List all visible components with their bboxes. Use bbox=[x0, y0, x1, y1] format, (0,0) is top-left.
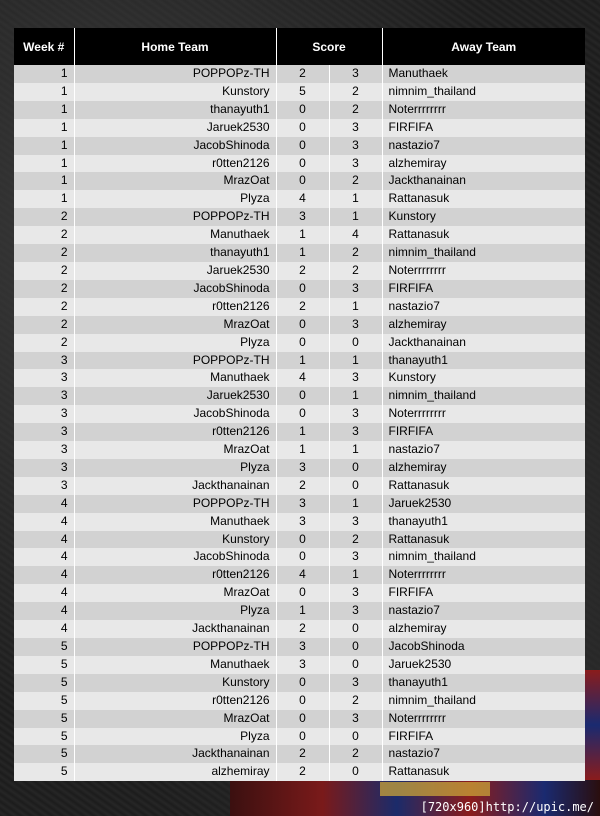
cell-home-score: 2 bbox=[276, 477, 329, 495]
table-body bbox=[14, 65, 585, 781]
cell-away-team: nimnim_thailand bbox=[382, 548, 585, 566]
cell-week: 1 bbox=[14, 190, 74, 208]
cell-away-score: 2 bbox=[329, 101, 382, 119]
cell-away-score: 3 bbox=[329, 65, 382, 83]
cell-away-score: 1 bbox=[329, 352, 382, 370]
cell-week: 2 bbox=[14, 316, 74, 334]
header-row bbox=[14, 28, 585, 65]
cell-away-team: nastazio7 bbox=[382, 298, 585, 316]
watermark: [720x960]http://upic.me/ bbox=[420, 800, 594, 814]
table-row bbox=[14, 101, 585, 119]
table-row bbox=[14, 208, 585, 226]
cell-home-team: Kunstory bbox=[74, 531, 276, 549]
cell-away-score: 3 bbox=[329, 584, 382, 602]
cell-away-score: 0 bbox=[329, 334, 382, 352]
table-row bbox=[14, 566, 585, 584]
cell-home-team: alzhemiray bbox=[74, 763, 276, 781]
cell-home-team: Plyza bbox=[74, 602, 276, 620]
cell-away-score: 3 bbox=[329, 280, 382, 298]
header-week: Week # bbox=[14, 28, 74, 65]
cell-home-score: 2 bbox=[276, 745, 329, 763]
cell-home-team: r0tten2126 bbox=[74, 298, 276, 316]
cell-away-team: Rattanasuk bbox=[382, 763, 585, 781]
cell-away-team: alzhemiray bbox=[382, 620, 585, 638]
cell-home-score: 2 bbox=[276, 620, 329, 638]
cell-week: 5 bbox=[14, 728, 74, 746]
cell-home-score: 0 bbox=[276, 334, 329, 352]
cell-away-team: thanayuth1 bbox=[382, 674, 585, 692]
cell-home-team: POPPOPz-TH bbox=[74, 352, 276, 370]
cell-home-score: 0 bbox=[276, 405, 329, 423]
table-row bbox=[14, 298, 585, 316]
cell-away-score: 0 bbox=[329, 728, 382, 746]
cell-away-score: 2 bbox=[329, 745, 382, 763]
table-row bbox=[14, 584, 585, 602]
cell-home-score: 1 bbox=[276, 352, 329, 370]
cell-home-team: Jaruek2530 bbox=[74, 119, 276, 137]
cell-week: 2 bbox=[14, 334, 74, 352]
cell-week: 4 bbox=[14, 584, 74, 602]
table-row bbox=[14, 763, 585, 781]
cell-away-team: thanayuth1 bbox=[382, 513, 585, 531]
cell-away-team: Rattanasuk bbox=[382, 190, 585, 208]
cell-home-score: 2 bbox=[276, 298, 329, 316]
cell-week: 2 bbox=[14, 208, 74, 226]
cell-home-score: 1 bbox=[276, 602, 329, 620]
table-row bbox=[14, 387, 585, 405]
cell-away-score: 2 bbox=[329, 692, 382, 710]
cell-week: 5 bbox=[14, 710, 74, 728]
cell-home-team: thanayuth1 bbox=[74, 101, 276, 119]
cell-away-team: alzhemiray bbox=[382, 155, 585, 173]
cell-week: 5 bbox=[14, 763, 74, 781]
cell-away-team: Noterrrrrrrr bbox=[382, 101, 585, 119]
cell-away-score: 3 bbox=[329, 155, 382, 173]
cell-home-team: r0tten2126 bbox=[74, 423, 276, 441]
cell-home-score: 3 bbox=[276, 513, 329, 531]
cell-home-score: 0 bbox=[276, 531, 329, 549]
cell-away-score: 3 bbox=[329, 369, 382, 387]
cell-away-score: 1 bbox=[329, 495, 382, 513]
cell-away-team: Kunstory bbox=[382, 369, 585, 387]
cell-home-team: Plyza bbox=[74, 459, 276, 477]
cell-home-team: Plyza bbox=[74, 190, 276, 208]
cell-home-team: Manuthaek bbox=[74, 513, 276, 531]
table-row bbox=[14, 280, 585, 298]
cell-home-team: Jackthanainan bbox=[74, 620, 276, 638]
cell-home-score: 0 bbox=[276, 316, 329, 334]
cell-away-score: 2 bbox=[329, 262, 382, 280]
cell-away-score: 3 bbox=[329, 602, 382, 620]
cell-away-score: 0 bbox=[329, 459, 382, 477]
cell-home-team: MrazOat bbox=[74, 584, 276, 602]
cell-home-score: 0 bbox=[276, 548, 329, 566]
cell-away-score: 3 bbox=[329, 548, 382, 566]
cell-week: 2 bbox=[14, 298, 74, 316]
cell-week: 4 bbox=[14, 495, 74, 513]
cell-away-team: thanayuth1 bbox=[382, 352, 585, 370]
cell-away-team: Noterrrrrrrr bbox=[382, 566, 585, 584]
cell-home-team: Kunstory bbox=[74, 83, 276, 101]
cell-home-score: 4 bbox=[276, 369, 329, 387]
table-row bbox=[14, 459, 585, 477]
cell-home-team: MrazOat bbox=[74, 710, 276, 728]
cell-away-team: Kunstory bbox=[382, 208, 585, 226]
cell-week: 5 bbox=[14, 745, 74, 763]
cell-home-team: Plyza bbox=[74, 334, 276, 352]
cell-away-score: 0 bbox=[329, 477, 382, 495]
cell-away-team: nastazio7 bbox=[382, 441, 585, 459]
table-row bbox=[14, 513, 585, 531]
cell-week: 5 bbox=[14, 674, 74, 692]
cell-away-score: 2 bbox=[329, 83, 382, 101]
table-row bbox=[14, 226, 585, 244]
cell-away-team: Jackthanainan bbox=[382, 334, 585, 352]
cell-away-score: 1 bbox=[329, 190, 382, 208]
cell-home-score: 0 bbox=[276, 692, 329, 710]
background-poster-lettering bbox=[380, 782, 490, 796]
cell-week: 5 bbox=[14, 638, 74, 656]
cell-away-score: 3 bbox=[329, 513, 382, 531]
cell-away-team: Noterrrrrrrr bbox=[382, 710, 585, 728]
cell-away-team: alzhemiray bbox=[382, 459, 585, 477]
cell-home-team: r0tten2126 bbox=[74, 155, 276, 173]
cell-home-team: JacobShinoda bbox=[74, 405, 276, 423]
cell-away-team: FIRFIFA bbox=[382, 280, 585, 298]
cell-week: 3 bbox=[14, 459, 74, 477]
cell-away-score: 4 bbox=[329, 226, 382, 244]
cell-home-score: 0 bbox=[276, 119, 329, 137]
cell-away-team: Manuthaek bbox=[382, 65, 585, 83]
cell-away-score: 3 bbox=[329, 710, 382, 728]
table-row bbox=[14, 728, 585, 746]
cell-week: 2 bbox=[14, 280, 74, 298]
cell-away-team: Noterrrrrrrr bbox=[382, 262, 585, 280]
cell-home-score: 3 bbox=[276, 656, 329, 674]
cell-home-score: 3 bbox=[276, 208, 329, 226]
cell-home-team: Manuthaek bbox=[74, 369, 276, 387]
cell-week: 4 bbox=[14, 566, 74, 584]
cell-away-score: 3 bbox=[329, 674, 382, 692]
cell-home-score: 2 bbox=[276, 763, 329, 781]
header-away-team: Away Team bbox=[382, 28, 585, 65]
cell-away-team: nimnim_thailand bbox=[382, 83, 585, 101]
cell-away-score: 3 bbox=[329, 137, 382, 155]
cell-away-team: Rattanasuk bbox=[382, 226, 585, 244]
table-row bbox=[14, 710, 585, 728]
cell-away-team: nastazio7 bbox=[382, 137, 585, 155]
cell-away-team: Jackthanainan bbox=[382, 172, 585, 190]
cell-home-team: JacobShinoda bbox=[74, 548, 276, 566]
cell-home-team: Jackthanainan bbox=[74, 745, 276, 763]
cell-home-score: 1 bbox=[276, 423, 329, 441]
cell-home-score: 0 bbox=[276, 280, 329, 298]
table-row bbox=[14, 674, 585, 692]
cell-home-team: MrazOat bbox=[74, 441, 276, 459]
cell-home-score: 0 bbox=[276, 155, 329, 173]
table-row bbox=[14, 692, 585, 710]
cell-away-team: nastazio7 bbox=[382, 745, 585, 763]
table-row bbox=[14, 155, 585, 173]
cell-away-team: nimnim_thailand bbox=[382, 387, 585, 405]
cell-home-score: 2 bbox=[276, 262, 329, 280]
cell-week: 4 bbox=[14, 620, 74, 638]
table-row bbox=[14, 531, 585, 549]
table-header bbox=[14, 28, 585, 65]
table-row bbox=[14, 369, 585, 387]
cell-home-score: 1 bbox=[276, 244, 329, 262]
cell-away-score: 0 bbox=[329, 620, 382, 638]
cell-week: 3 bbox=[14, 423, 74, 441]
table-row bbox=[14, 262, 585, 280]
cell-away-team: Rattanasuk bbox=[382, 531, 585, 549]
cell-away-team: Rattanasuk bbox=[382, 477, 585, 495]
table-row bbox=[14, 745, 585, 763]
cell-home-score: 4 bbox=[276, 190, 329, 208]
table-row bbox=[14, 441, 585, 459]
table-row bbox=[14, 602, 585, 620]
table-row bbox=[14, 334, 585, 352]
cell-week: 1 bbox=[14, 137, 74, 155]
cell-home-team: Jackthanainan bbox=[74, 477, 276, 495]
cell-away-score: 0 bbox=[329, 638, 382, 656]
cell-home-team: JacobShinoda bbox=[74, 137, 276, 155]
cell-away-score: 3 bbox=[329, 316, 382, 334]
background-poster-stripe bbox=[584, 670, 600, 780]
cell-home-score: 0 bbox=[276, 387, 329, 405]
cell-home-team: Plyza bbox=[74, 728, 276, 746]
cell-away-team: nimnim_thailand bbox=[382, 692, 585, 710]
cell-away-score: 2 bbox=[329, 531, 382, 549]
cell-home-team: thanayuth1 bbox=[74, 244, 276, 262]
cell-home-score: 3 bbox=[276, 495, 329, 513]
cell-home-team: POPPOPz-TH bbox=[74, 65, 276, 83]
cell-away-team: nimnim_thailand bbox=[382, 244, 585, 262]
cell-away-team: JacobShinoda bbox=[382, 638, 585, 656]
cell-week: 1 bbox=[14, 172, 74, 190]
cell-week: 1 bbox=[14, 83, 74, 101]
cell-away-team: Jaruek2530 bbox=[382, 495, 585, 513]
cell-home-team: Jaruek2530 bbox=[74, 387, 276, 405]
cell-home-team: MrazOat bbox=[74, 172, 276, 190]
cell-away-team: FIRFIFA bbox=[382, 728, 585, 746]
cell-away-score: 0 bbox=[329, 763, 382, 781]
cell-home-score: 0 bbox=[276, 710, 329, 728]
cell-week: 5 bbox=[14, 692, 74, 710]
cell-week: 2 bbox=[14, 262, 74, 280]
table-row bbox=[14, 423, 585, 441]
cell-home-score: 0 bbox=[276, 674, 329, 692]
cell-home-score: 1 bbox=[276, 441, 329, 459]
table-row bbox=[14, 119, 585, 137]
header-score: Score bbox=[276, 28, 382, 65]
table-row bbox=[14, 620, 585, 638]
table-row bbox=[14, 190, 585, 208]
cell-away-score: 3 bbox=[329, 119, 382, 137]
cell-away-team: alzhemiray bbox=[382, 316, 585, 334]
cell-away-team: Jaruek2530 bbox=[382, 656, 585, 674]
table-row bbox=[14, 405, 585, 423]
cell-week: 3 bbox=[14, 369, 74, 387]
cell-week: 3 bbox=[14, 477, 74, 495]
cell-away-score: 1 bbox=[329, 566, 382, 584]
cell-home-score: 0 bbox=[276, 172, 329, 190]
cell-away-team: FIRFIFA bbox=[382, 584, 585, 602]
cell-away-score: 1 bbox=[329, 298, 382, 316]
cell-week: 4 bbox=[14, 548, 74, 566]
cell-away-score: 0 bbox=[329, 656, 382, 674]
cell-home-score: 2 bbox=[276, 65, 329, 83]
cell-home-score: 0 bbox=[276, 101, 329, 119]
cell-home-team: Kunstory bbox=[74, 674, 276, 692]
table-row bbox=[14, 244, 585, 262]
table-row bbox=[14, 172, 585, 190]
cell-week: 4 bbox=[14, 602, 74, 620]
cell-home-score: 3 bbox=[276, 638, 329, 656]
cell-week: 4 bbox=[14, 513, 74, 531]
cell-week: 1 bbox=[14, 65, 74, 83]
cell-home-score: 0 bbox=[276, 728, 329, 746]
table-row bbox=[14, 638, 585, 656]
cell-week: 5 bbox=[14, 656, 74, 674]
fixtures-table bbox=[14, 28, 585, 781]
cell-week: 1 bbox=[14, 101, 74, 119]
table-row bbox=[14, 656, 585, 674]
cell-home-team: Manuthaek bbox=[74, 656, 276, 674]
cell-week: 1 bbox=[14, 155, 74, 173]
cell-away-team: Noterrrrrrrr bbox=[382, 405, 585, 423]
cell-away-score: 1 bbox=[329, 387, 382, 405]
cell-away-team: nastazio7 bbox=[382, 602, 585, 620]
table-row bbox=[14, 477, 585, 495]
cell-week: 4 bbox=[14, 531, 74, 549]
fixtures-table-container bbox=[14, 28, 585, 781]
cell-home-team: Jaruek2530 bbox=[74, 262, 276, 280]
cell-week: 2 bbox=[14, 244, 74, 262]
cell-home-team: POPPOPz-TH bbox=[74, 638, 276, 656]
cell-home-score: 1 bbox=[276, 226, 329, 244]
cell-home-score: 0 bbox=[276, 584, 329, 602]
table-row bbox=[14, 65, 585, 83]
cell-week: 2 bbox=[14, 226, 74, 244]
cell-home-team: POPPOPz-TH bbox=[74, 208, 276, 226]
table-row bbox=[14, 352, 585, 370]
cell-home-score: 0 bbox=[276, 137, 329, 155]
cell-home-score: 3 bbox=[276, 459, 329, 477]
cell-week: 3 bbox=[14, 405, 74, 423]
cell-away-team: FIRFIFA bbox=[382, 423, 585, 441]
cell-away-score: 1 bbox=[329, 208, 382, 226]
cell-week: 3 bbox=[14, 441, 74, 459]
header-home-team: Home Team bbox=[74, 28, 276, 65]
cell-away-score: 2 bbox=[329, 172, 382, 190]
table-row bbox=[14, 316, 585, 334]
cell-week: 1 bbox=[14, 119, 74, 137]
cell-home-score: 4 bbox=[276, 566, 329, 584]
cell-home-team: Manuthaek bbox=[74, 226, 276, 244]
cell-away-score: 3 bbox=[329, 423, 382, 441]
cell-away-score: 2 bbox=[329, 244, 382, 262]
table-row bbox=[14, 495, 585, 513]
cell-home-team: JacobShinoda bbox=[74, 280, 276, 298]
table-row bbox=[14, 83, 585, 101]
cell-home-team: r0tten2126 bbox=[74, 566, 276, 584]
cell-home-score: 5 bbox=[276, 83, 329, 101]
cell-away-team: FIRFIFA bbox=[382, 119, 585, 137]
cell-week: 3 bbox=[14, 387, 74, 405]
cell-week: 3 bbox=[14, 352, 74, 370]
cell-away-score: 1 bbox=[329, 441, 382, 459]
cell-away-score: 3 bbox=[329, 405, 382, 423]
cell-home-team: r0tten2126 bbox=[74, 692, 276, 710]
table-row bbox=[14, 548, 585, 566]
cell-home-team: POPPOPz-TH bbox=[74, 495, 276, 513]
table-row bbox=[14, 137, 585, 155]
cell-home-team: MrazOat bbox=[74, 316, 276, 334]
